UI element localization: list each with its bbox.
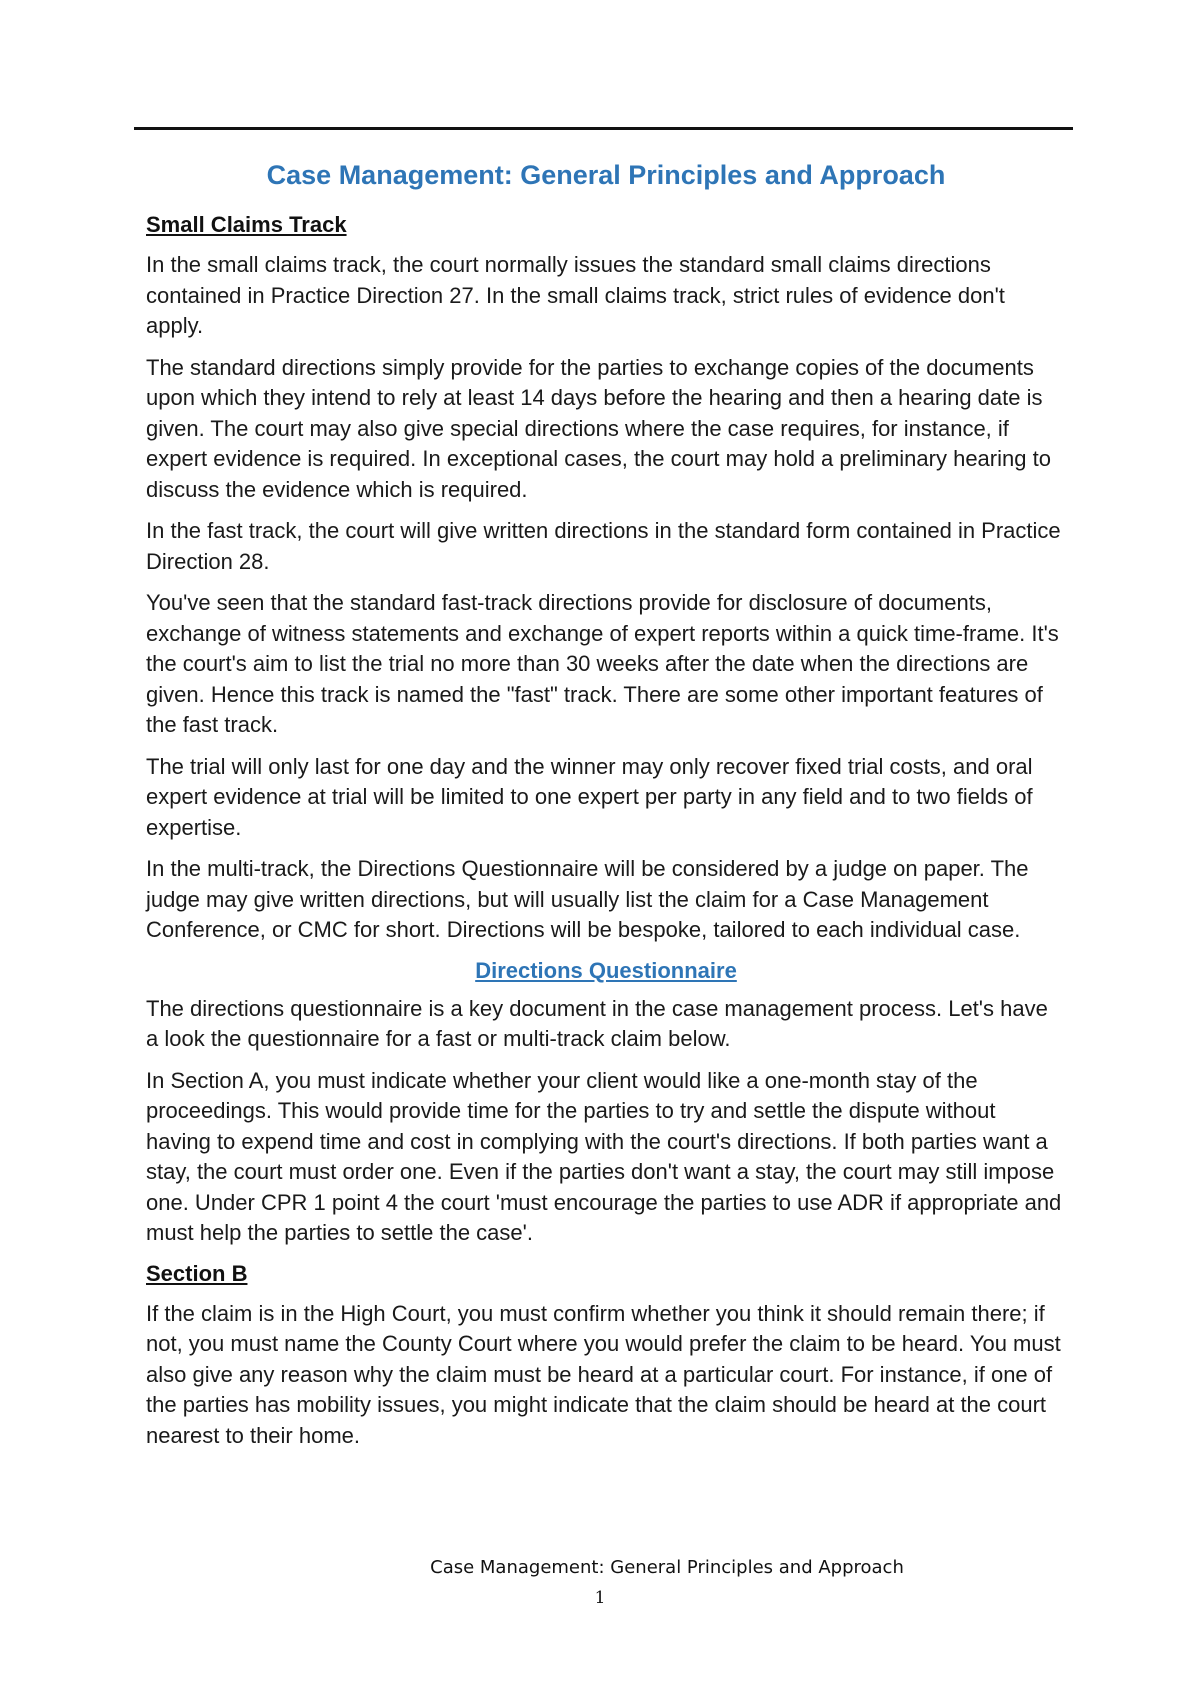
paragraph: The standard directions simply provide for the parties to exchange copies of the documents upon which they intend to rely at least 14 days before the hearing and then a hearing date is given. The court may also give special directions where the case requires, for instance, if expert evidence is required. In exceptional cases, the court may hold a preliminary hearing to discuss the evidence which is required. xyxy=(146,354,1051,502)
paragraph: In the multi-track, the Directions Questionnaire will be considered by a judge on paper. The judge may give written directions, but will usually list the claim for a Case Management Conference, or CMC for short. Directions will be bespoke, tailored to each individual case. xyxy=(146,856,1029,942)
page-number: 1 xyxy=(594,1588,606,1608)
footer-title: Case Management: General Principles and Approach xyxy=(430,1557,904,1578)
paragraph: In the small claims track, the court normally issues the standard small claims directions contained in Practice Direction 27. In the small claims track, strict rules of evidence don't apply. xyxy=(146,252,1005,338)
header-rule xyxy=(134,127,1073,130)
directions-questionnaire-link[interactable]: Directions Questionnaire xyxy=(475,957,737,983)
paragraph: You've seen that the standard fast-track directions provide for disclosure of documents, exchange of witness statements and exchange of expert reports within a quick time-frame. It's the court's aim to list the trial no more than 30 weeks after the date when the directions are given. Hence this track is named the "fast" track. There are some other important features of the fast track. xyxy=(146,590,1059,737)
section-heading-section-b: Section B xyxy=(146,1260,248,1286)
paragraph: The directions questionnaire is a key document in the case management process. Let's have a look the questionnaire for a fast or multi-track claim below. xyxy=(146,995,1048,1051)
document-title: Case Management: General Principles and Approach xyxy=(266,160,946,190)
document-body xyxy=(146,155,1066,1462)
paragraph: The trial will only last for one day and the winner may only recover fixed trial costs, and oral expert evidence at trial will be limited to one expert per party in any field and to two fields of expertise. xyxy=(146,753,1033,840)
section-b xyxy=(146,1260,1066,1452)
paragraph: In Section A, you must indicate whether your client would like a one-month stay of the proceedings. This would provide time for the parties to try and settle the dispute without having to expend time and cost in complying with the court's directions. If both parties want a stay, the court must order one. Even if the parties don't want a stay, the court may still impose one. Under CPR 1 point 4 the court 'must encourage the parties to use ADR if appropriate and must help the parties to settle the case'. xyxy=(146,1067,1062,1245)
paragraph: If the claim is in the High Court, you must confirm whether you think it should remain there; if not, you must name the County Court where you would prefer the claim to be heard. You must also give any reason why the claim must be heard at a particular court. For instance, if one of the parties has mobility issues, you might indicate that the claim should be heard at the court nearest to their home. xyxy=(146,1300,1061,1448)
section-directions-questionnaire xyxy=(146,957,1066,1249)
section-heading-small-claims: Small Claims Track xyxy=(146,212,347,237)
section-small-claims xyxy=(146,211,1066,946)
paragraph: In the fast track, the court will give written directions in the standard form contained in Practice Direction 28. xyxy=(146,518,1061,574)
